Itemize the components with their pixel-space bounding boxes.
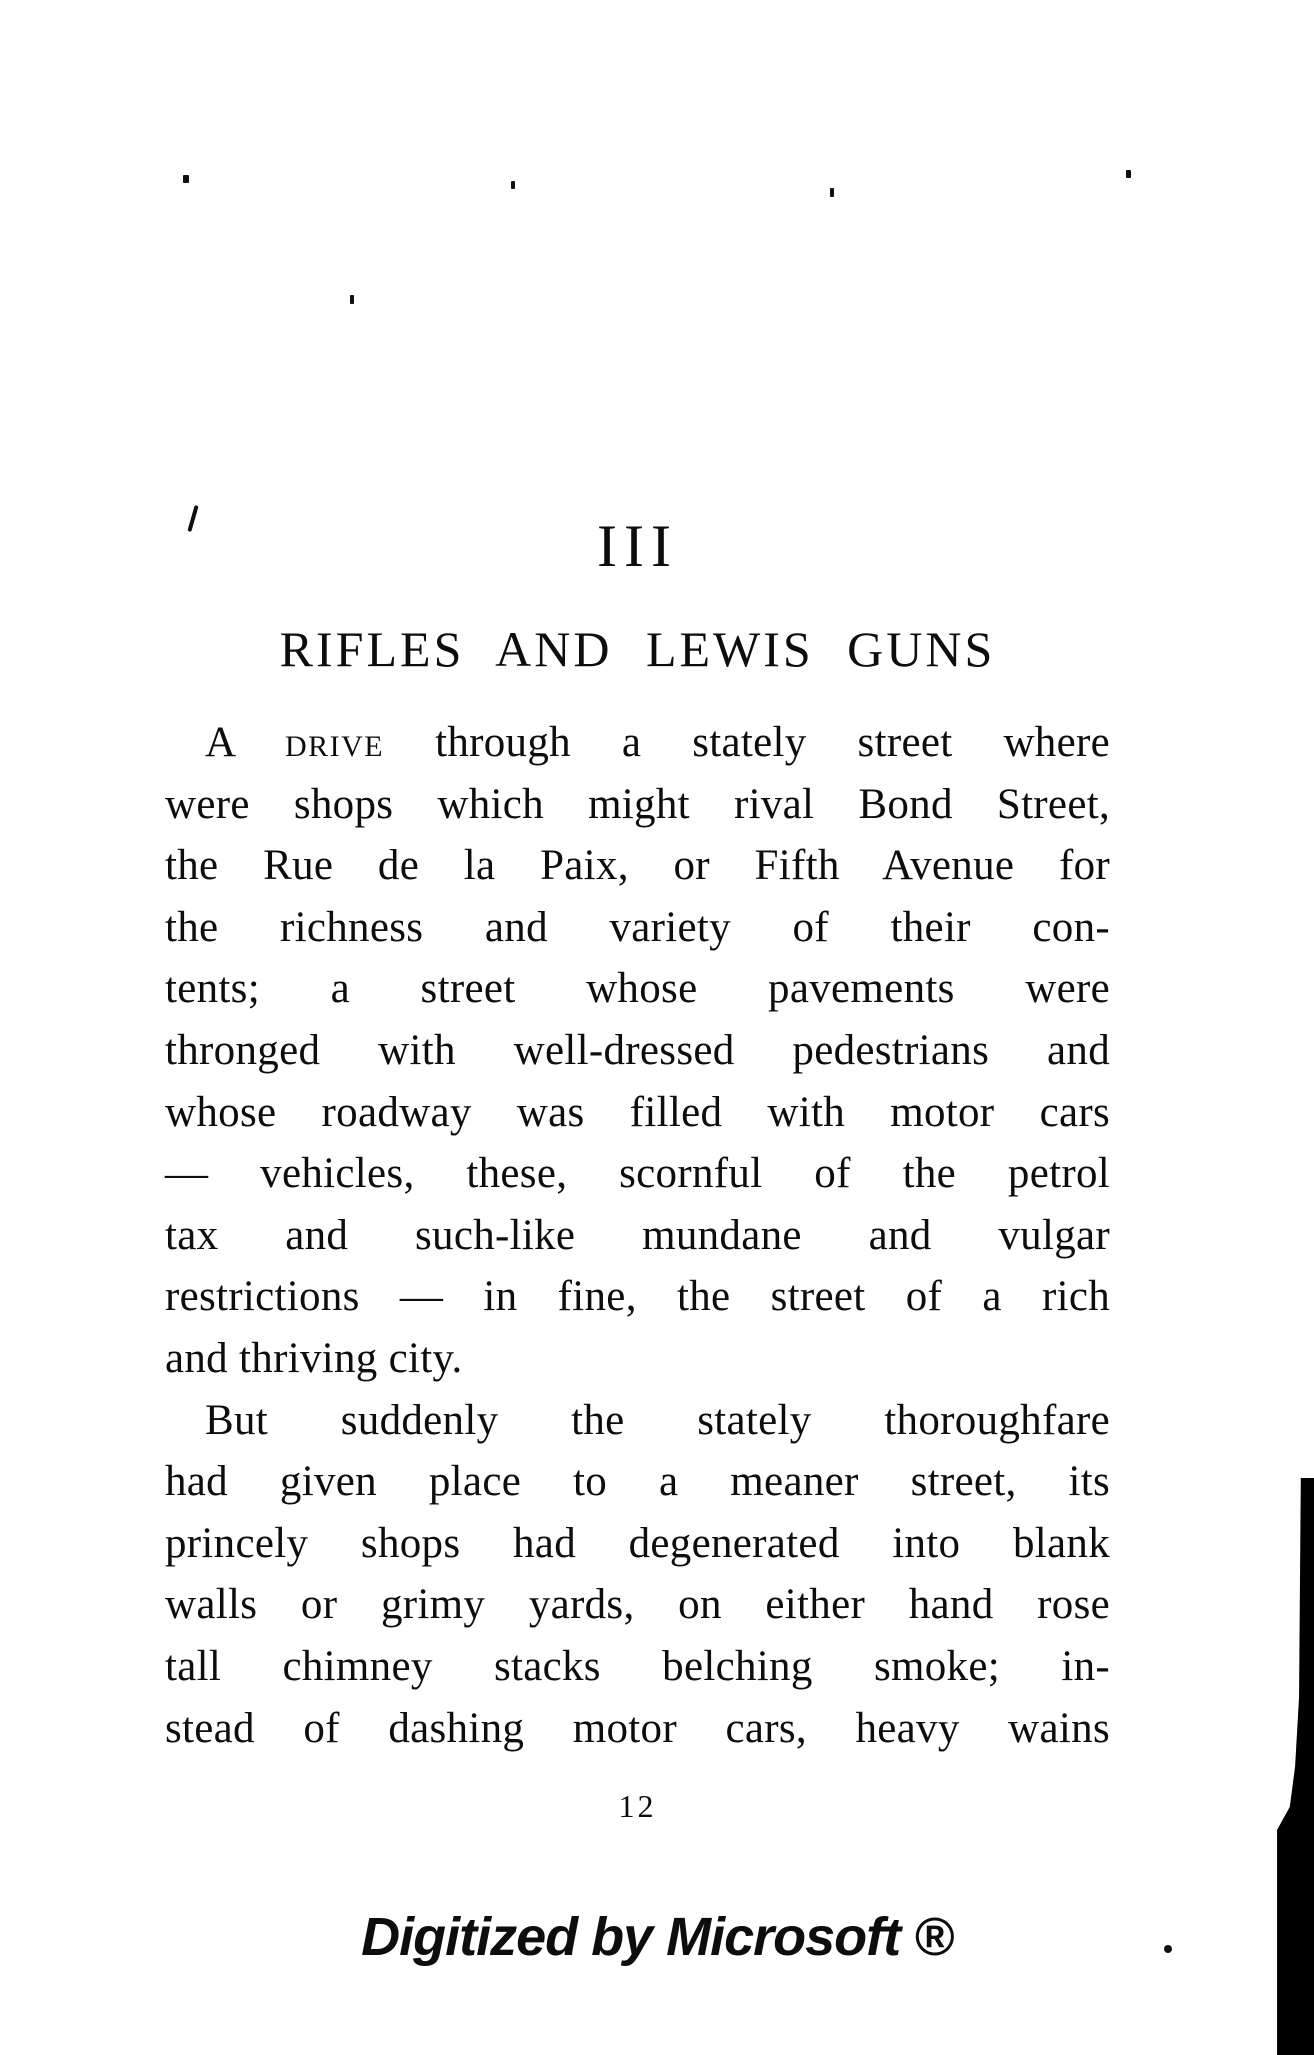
- text-line: stead of dashing motor cars, heavy wains: [165, 1704, 1110, 1752]
- text-line: — vehicles, these, scornful of the petrol: [165, 1150, 1110, 1198]
- chapter-number: III: [597, 513, 678, 579]
- digitized-by-watermark: Digitized by Microsoft ®: [361, 1907, 953, 1967]
- ink-speck: [183, 175, 189, 183]
- chapter-title: RIFLES AND LEWIS GUNS: [279, 621, 996, 677]
- text-line: were shops which might rival Bond Street,: [165, 780, 1110, 828]
- text-line: princely shops had degenerated into blank: [165, 1519, 1110, 1567]
- text-line: thronged with well-dressed pedestrians and: [165, 1026, 1110, 1074]
- text-line: the Rue de la Paix, or Fifth Avenue for: [165, 842, 1110, 890]
- text-line: [165, 712, 1110, 774]
- word-initial: A: [205, 719, 234, 766]
- text-line: whose roadway was filled with motor cars: [165, 1088, 1110, 1136]
- text-line: But suddenly the stately thoroughfare: [205, 1396, 1110, 1444]
- ink-speck: [830, 188, 834, 197]
- text-line: the richness and variety of their con-: [165, 903, 1110, 951]
- text-line: had given place to a meaner street, its: [165, 1458, 1110, 1506]
- text-line: restrictions — in fine, the street of a rich: [165, 1273, 1110, 1321]
- page-number: 12: [618, 1788, 657, 1824]
- word-smallcaps: drive: [284, 719, 385, 766]
- text-line: and thriving city.: [165, 1334, 463, 1382]
- ink-speck: [350, 295, 354, 304]
- line-fragment: through a stately street where: [435, 719, 1110, 766]
- text-line: tax and such-like mundane and vulgar: [165, 1211, 1110, 1259]
- text-line: tall chimney stacks belching smoke; in-: [165, 1642, 1110, 1690]
- ink-speck: [511, 181, 515, 189]
- text-line: tents; a street whose pavements were: [165, 965, 1110, 1013]
- ink-speck: [1126, 170, 1131, 178]
- text-line: walls or grimy yards, on either hand rose: [165, 1581, 1110, 1629]
- scan-edge-artifact: [1270, 1478, 1314, 2055]
- body-text-block: [165, 712, 1110, 1759]
